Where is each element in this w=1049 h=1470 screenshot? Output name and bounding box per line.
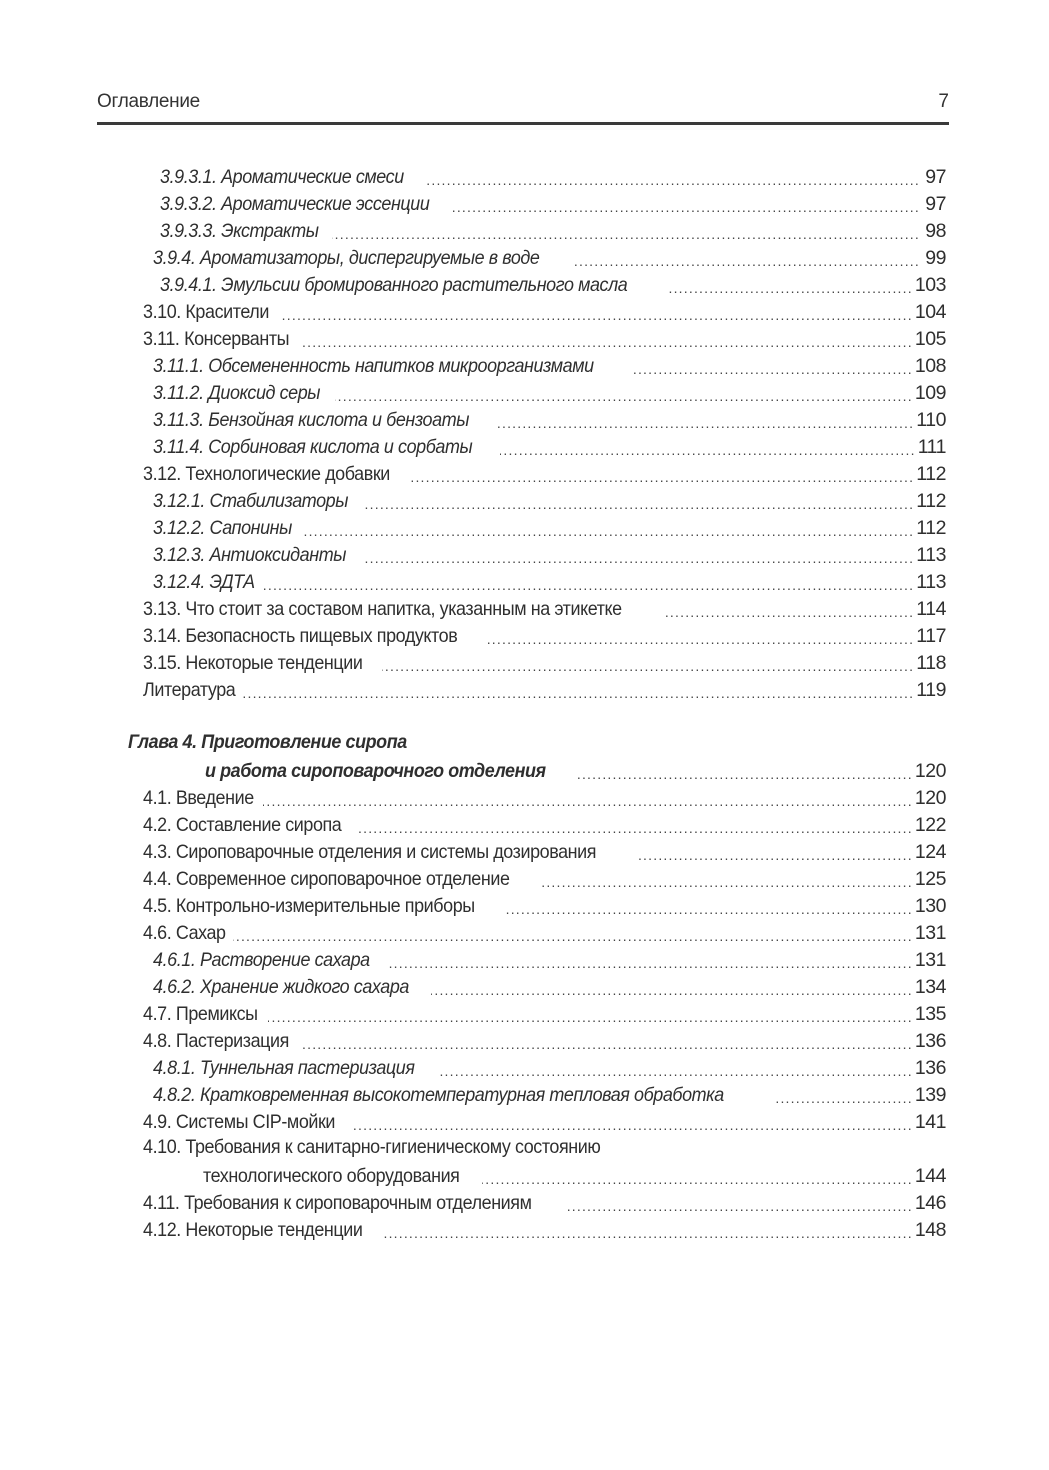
toc-entry[interactable] [153, 946, 946, 972]
dot-leader [263, 786, 912, 810]
toc-entry-page: 104 [914, 301, 946, 323]
dot-leader [365, 489, 914, 513]
toc-entry[interactable] [143, 676, 946, 702]
page-number: 7 [938, 91, 949, 112]
toc-entry[interactable] [143, 1108, 946, 1134]
toc-entry[interactable] [153, 487, 946, 513]
toc-entry-page: 108 [914, 355, 946, 377]
toc-entry-label: 3.9.4.1. Эмульсии бромированного растительного масла [160, 274, 628, 296]
toc-entry-label: 4.6.2. Хранение жидкого сахара [153, 976, 409, 998]
toc-entry-page: 136 [914, 1030, 946, 1052]
dot-leader [359, 813, 913, 837]
chapter-heading-line2: и работа сироповарочного отделения [205, 760, 546, 782]
dot-leader [565, 1191, 913, 1215]
toc-entry[interactable] [153, 379, 946, 405]
toc-entry-label: 4.12. Некоторые тенденции [143, 1219, 363, 1241]
chapter-heading[interactable] [128, 730, 431, 754]
dot-leader [332, 219, 920, 243]
dot-leader [575, 759, 912, 783]
dot-leader [663, 597, 914, 621]
dot-leader [382, 651, 915, 675]
dot-leader [482, 1164, 913, 1188]
toc-entry-page: 105 [914, 328, 946, 350]
dot-leader [363, 543, 914, 567]
toc-entry-page: 113 [916, 544, 946, 566]
toc-entry[interactable] [153, 1054, 946, 1080]
dot-leader [437, 1056, 913, 1080]
toc-entry[interactable] [143, 1027, 946, 1053]
dot-leader [302, 1029, 913, 1053]
toc-entry[interactable] [160, 217, 946, 243]
toc-entry-label: 4.10. Требования к санитарно-гигиеническому состоянию [143, 1136, 601, 1158]
dot-leader [233, 921, 913, 945]
toc-entry[interactable] [143, 1216, 946, 1242]
toc-entry-label: 4.7. Премиксы [143, 1003, 258, 1025]
toc-entry-label: 4.6. Сахар [143, 922, 226, 944]
toc-entry[interactable] [143, 649, 946, 675]
toc-entry-page: 112 [916, 490, 946, 512]
toc-entry-page: 97 [925, 193, 946, 215]
toc-entry[interactable] [143, 865, 946, 891]
dot-leader [268, 1002, 913, 1026]
toc-entry[interactable] [143, 1189, 946, 1215]
toc-entry-label: 3.11. Консерванты [143, 328, 290, 350]
toc-entry[interactable] [143, 838, 946, 864]
toc-entry-page: 120 [914, 760, 946, 782]
toc-entry-label: 4.2. Составление сиропа [143, 814, 342, 836]
dot-leader [636, 840, 913, 864]
dot-leader [431, 975, 913, 999]
toc-entry[interactable] [143, 784, 946, 810]
toc-entry-page: 130 [914, 895, 946, 917]
toc-entry[interactable] [153, 973, 946, 999]
dot-leader [496, 408, 914, 432]
toc-entry[interactable] [153, 406, 946, 432]
dot-leader [632, 354, 913, 378]
toc-entry-label: 3.9.3.2. Ароматические эссенции [160, 193, 430, 215]
toc-entry[interactable] [143, 622, 946, 648]
toc-entry[interactable] [143, 919, 946, 945]
toc-entry-page: 109 [914, 382, 946, 404]
toc-entry-page: 141 [914, 1111, 946, 1133]
dot-leader [411, 462, 914, 486]
toc-entry[interactable] [153, 244, 946, 270]
toc-entry-page: 136 [914, 1057, 946, 1079]
toc-entry-label: 3.12.3. Антиоксиданты [153, 544, 347, 566]
toc-entry-continuation[interactable] [203, 1162, 946, 1188]
dot-leader [389, 948, 913, 972]
toc-entry-page: 99 [925, 247, 946, 269]
toc-entry[interactable] [153, 433, 946, 459]
toc-entry-page: 110 [916, 409, 946, 431]
toc-entry-page: 97 [925, 166, 946, 188]
toc-entry-page: 135 [914, 1003, 946, 1025]
dot-leader [264, 570, 915, 594]
toc-entry[interactable] [143, 298, 946, 324]
toc-entry[interactable] [153, 1081, 946, 1107]
toc-entry-multiline[interactable] [143, 1135, 640, 1159]
toc-entry-label: 3.12.1. Стабилизаторы [153, 490, 349, 512]
toc-entry-label: 4.3. Сироповарочные отделения и системы дозирования [143, 841, 597, 863]
dot-leader [668, 273, 913, 297]
toc-entry-label: 4.4. Современное сироповарочное отделение [143, 868, 510, 890]
dot-leader [485, 624, 915, 648]
toc-entry-label: Литература [143, 679, 236, 701]
dot-leader [500, 435, 916, 459]
toc-entry-label: 3.12.4. ЭДТА [153, 571, 255, 593]
toc-entry-page: 144 [914, 1165, 946, 1187]
toc-entry-label: 3.14. Безопасность пищевых продуктов [143, 625, 458, 647]
toc-entry-label: 4.8.2. Кратковременная высокотемпературная тепловая обработка [153, 1084, 724, 1106]
toc-entry-label: 4.8.1. Туннельная пастеризация [153, 1057, 415, 1079]
toc-entry-page: 112 [916, 463, 946, 485]
toc-entry[interactable] [143, 595, 946, 621]
dot-leader [773, 1083, 912, 1107]
toc-entry-label: 3.9.3.1. Ароматические смеси [160, 166, 404, 188]
dot-leader [425, 165, 920, 189]
toc-entry-page: 122 [914, 814, 946, 836]
toc-entry-page: 98 [925, 220, 946, 242]
toc-entry-label: 3.9.4. Ароматизаторы, диспергируемые в воде [153, 247, 540, 269]
dot-leader [302, 327, 913, 351]
chapter-heading-line1: Глава 4. Приготовление сиропа [128, 731, 407, 753]
toc-entry-label: 4.8. Пастеризация [143, 1030, 289, 1052]
toc-entry[interactable] [143, 325, 946, 351]
toc-entry-page: 119 [916, 679, 946, 701]
toc-entry-page: 117 [916, 625, 946, 647]
dot-leader [541, 867, 912, 891]
toc-entry-label: 4.1. Введение [143, 787, 254, 809]
toc-entry-label: 3.9.3.3. Экстракты [160, 220, 319, 242]
running-header-title: Оглавление [97, 91, 200, 112]
dot-leader [382, 1218, 913, 1242]
toc-entry-page: 118 [916, 652, 946, 674]
toc-entry[interactable] [160, 190, 946, 216]
dot-leader [304, 516, 914, 540]
toc-entry-page: 113 [916, 571, 946, 593]
toc-entry-label: 3.11.4. Сорбиновая кислота и сорбаты [153, 436, 473, 458]
toc-entry-page: 131 [914, 922, 946, 944]
dot-leader [280, 300, 913, 324]
toc-entry-label: 4.5. Контрольно-измерительные приборы [143, 895, 475, 917]
toc-entry-label: 4.11. Требования к сироповарочным отделениям [143, 1192, 532, 1214]
header-divider [97, 122, 949, 125]
toc-entry-page: 146 [914, 1192, 946, 1214]
toc-entry-label: 3.12. Технологические добавки [143, 463, 390, 485]
toc-entry-label-continuation: технологического оборудования [203, 1165, 460, 1187]
chapter-heading-continuation[interactable] [205, 757, 946, 783]
toc-entry[interactable] [143, 811, 946, 837]
dot-leader [504, 894, 913, 918]
toc-entry-label: 3.15. Некоторые тенденции [143, 652, 363, 674]
toc-entry-page: 112 [916, 517, 946, 539]
toc-entry-page: 111 [917, 436, 946, 458]
toc-entry-page: 134 [914, 976, 946, 998]
toc-entry[interactable] [153, 352, 946, 378]
dot-leader [352, 1110, 913, 1134]
toc-entry[interactable] [153, 541, 946, 567]
toc-entry-page: 139 [914, 1084, 946, 1106]
toc-entry[interactable] [160, 163, 946, 189]
toc-entry-label: 3.11.2. Диоксид серы [153, 382, 321, 404]
toc-entry-label: 3.12.2. Сапонины [153, 517, 292, 539]
toc-entry-page: 120 [914, 787, 946, 809]
toc-entry[interactable] [153, 568, 946, 594]
toc-entry-page: 124 [914, 841, 946, 863]
toc-entry-page: 103 [914, 274, 946, 296]
toc-entry-page: 114 [916, 598, 946, 620]
toc-entry-label: 3.13. Что стоит за составом напитка, указанным на этикетке [143, 598, 622, 620]
toc-entry-label: 4.6.1. Растворение сахара [153, 949, 370, 971]
toc-entry-page: 148 [914, 1219, 946, 1241]
toc-entry-page: 125 [914, 868, 946, 890]
dot-leader [573, 246, 920, 270]
toc-entry[interactable] [153, 514, 946, 540]
running-header [97, 91, 949, 117]
toc-entry[interactable] [160, 271, 946, 297]
toc-entry-label: 3.10. Красители [143, 301, 269, 323]
dot-leader [453, 192, 920, 216]
toc-entry[interactable] [143, 1000, 946, 1026]
toc-entry[interactable] [143, 892, 946, 918]
toc-entry-label: 3.11.3. Бензойная кислота и бензоаты [153, 409, 470, 431]
toc-entry[interactable] [143, 460, 946, 486]
dot-leader [243, 678, 914, 702]
toc-entry-page: 131 [914, 949, 946, 971]
toc-entry-label: 3.11.1. Обсемененность напитков микроорганизмами [153, 355, 594, 377]
dot-leader [335, 381, 913, 405]
toc-entry-label: 4.9. Системы CIP-мойки [143, 1111, 336, 1133]
